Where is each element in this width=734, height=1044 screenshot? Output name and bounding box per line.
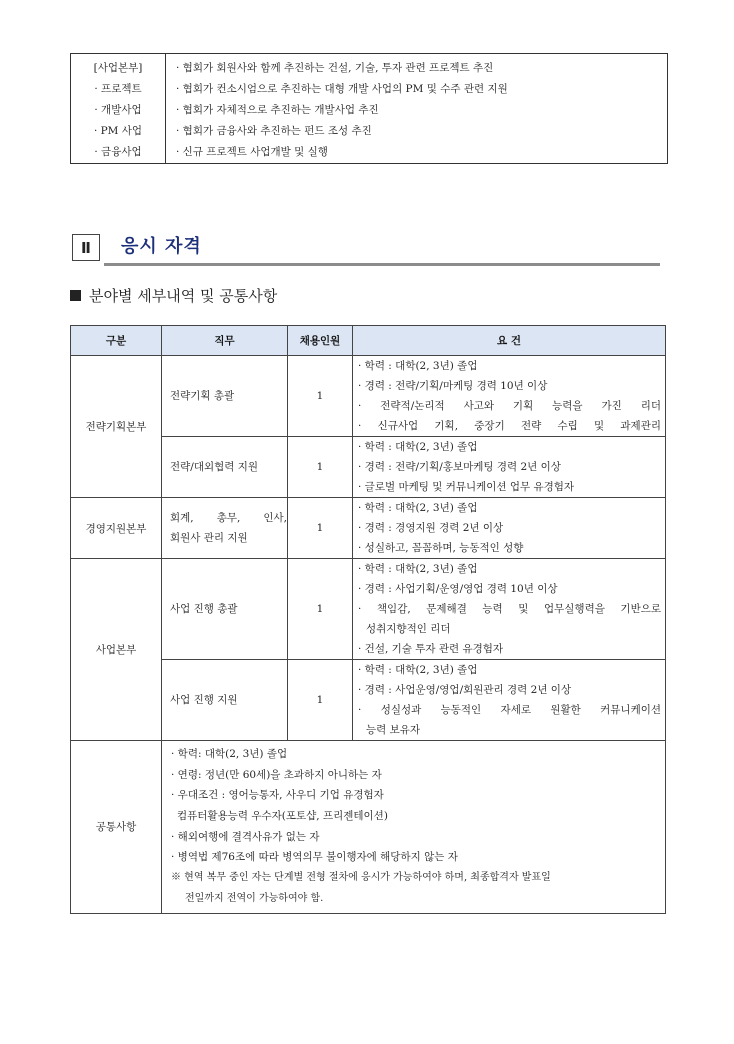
common-line: · 병역법 제76조에 따라 병역의무 불이행자에 해당하지 않는 자: [171, 851, 458, 864]
header-division: 구분: [71, 326, 162, 356]
section-underline: [104, 263, 660, 266]
requirements-cell: [353, 437, 666, 498]
requirement-line: · 경력 : 사업기획/운영/영업 경력 10년 이상: [358, 583, 558, 595]
header-count: 채용인원: [288, 326, 353, 356]
business-division-labels: [71, 54, 166, 164]
square-bullet-icon: [70, 290, 81, 301]
requirements-cell: [353, 356, 666, 437]
job-title-line: 회계, 총무, 인사,: [170, 512, 287, 524]
section-number: Ⅱ: [72, 234, 100, 261]
qualification-table: [70, 325, 666, 914]
header-job: 직무: [162, 326, 288, 356]
job-cell: 사업 진행 총괄: [162, 559, 288, 660]
description-line: · 협회가 컨소시엄으로 추진하는 대형 개발 사업의 PM 및 수주 관련 지원: [176, 83, 508, 95]
requirement-line: 능력 보유자: [366, 724, 421, 736]
division-cell: 공통사항: [71, 741, 162, 914]
requirement-line: · 글로벌 마케팅 및 커뮤니케이션 업무 유경험자: [358, 481, 575, 493]
requirement-line: · 성실하고, 꼼꼼하며, 능동적인 성향: [358, 542, 524, 554]
count-cell: 1: [288, 356, 353, 437]
description-line: · 협회가 자체적으로 추진하는 개발사업 추진: [176, 104, 379, 116]
common-line: 컴퓨터활용능력 우수자(포토샵, 프리젠테이션): [177, 810, 388, 823]
common-requirements-cell: [162, 741, 666, 914]
description-line: · 신규 프로젝트 사업개발 및 실행: [176, 146, 328, 158]
label-line: · PM 사업: [93, 125, 143, 137]
requirement-line: · 학력 : 대학(2, 3년) 졸업: [358, 563, 478, 575]
requirement-line: · 학력 : 대학(2, 3년) 졸업: [358, 664, 478, 676]
division-cell: 전략기획본부: [71, 356, 162, 498]
common-line: · 해외여행에 결격사유가 없는 자: [171, 830, 320, 843]
count-cell: 1: [288, 660, 353, 741]
requirement-line: · 책임감, 문제해결 능력 및 업무실행력을 기반으로: [358, 603, 661, 615]
table-row: [71, 498, 666, 559]
requirement-line: · 전략적/논리적 사고와 기획 능력을 가진 리더: [358, 400, 661, 412]
division-cell: 경영지원본부: [71, 498, 162, 559]
requirement-line: · 신규사업 기획, 중장기 전략 수립 및 과제관리: [358, 420, 661, 432]
requirement-line: · 학력 : 대학(2, 3년) 졸업: [358, 441, 478, 453]
job-cell: 사업 진행 지원: [162, 660, 288, 741]
requirement-line: · 경력 : 전략/기획/홍보마케팅 경력 2년 이상: [358, 461, 561, 473]
requirement-line: · 학력 : 대학(2, 3년) 졸업: [358, 502, 478, 514]
table-row: [71, 741, 666, 914]
common-line: ※ 현역 복무 중인 자는 단계별 전형 절차에 응시가 가능하여야 하며, 최종합격자 발표일: [171, 872, 551, 884]
header-requirements: 요 건: [353, 326, 666, 356]
common-line: · 학력: 대학(2, 3년) 졸업: [171, 748, 288, 760]
requirement-line: · 경력 : 사업운영/영업/회원관리 경력 2년 이상: [358, 684, 572, 696]
business-division-table: [70, 53, 668, 164]
table-row: [71, 356, 666, 437]
description-line: · 협회가 금융사와 추진하는 펀드 조성 추진: [176, 125, 372, 137]
label-line: · 금융사업: [94, 146, 142, 158]
job-title-line: 회원사 관리 지원: [170, 532, 248, 544]
common-line: 전일까지 전역이 가능하여야 함.: [185, 892, 324, 904]
table-row: [71, 559, 666, 660]
requirements-cell: [353, 498, 666, 559]
table-header-row: [71, 326, 666, 356]
requirements-cell: [353, 559, 666, 660]
job-cell: 전략/대외협력 지원: [162, 437, 288, 498]
requirement-line: · 성실성과 능동적인 자세로 원활한 커뮤니케이션: [358, 704, 661, 716]
label-line: [사업본부]: [93, 62, 143, 74]
job-cell: [162, 498, 288, 559]
division-cell: 사업본부: [71, 559, 162, 741]
requirement-line: · 경력 : 경영지원 경력 2년 이상: [358, 522, 504, 534]
requirement-line: · 건설, 기술 투자 관련 유경험자: [358, 643, 504, 655]
common-line: · 우대조건 : 영어능통자, 사우디 기업 유경험자: [171, 789, 384, 802]
subheading: [70, 284, 277, 308]
common-line: · 연령: 정년(만 60세)을 초과하지 아니하는 자: [171, 768, 382, 781]
requirement-line: 성취지향적인 리더: [366, 623, 451, 635]
count-cell: 1: [288, 559, 353, 660]
requirement-line: · 학력 : 대학(2, 3년) 졸업: [358, 360, 478, 372]
label-line: · 프로젝트: [94, 83, 142, 95]
label-line: · 개발사업: [94, 104, 142, 116]
requirements-cell: [353, 660, 666, 741]
job-cell: 전략기획 총괄: [162, 356, 288, 437]
section-title: 응시 자격: [121, 236, 202, 257]
requirement-line: · 경력 : 전략/기획/마케팅 경력 10년 이상: [358, 380, 548, 392]
count-cell: 1: [288, 437, 353, 498]
count-cell: 1: [288, 498, 353, 559]
subheading-text: 분야별 세부내역 및 공통사항: [89, 287, 278, 305]
description-line: · 협회가 회원사와 함께 추진하는 건설, 기술, 투자 관련 프로젝트 추진: [176, 62, 494, 74]
business-division-descriptions: [166, 54, 668, 164]
